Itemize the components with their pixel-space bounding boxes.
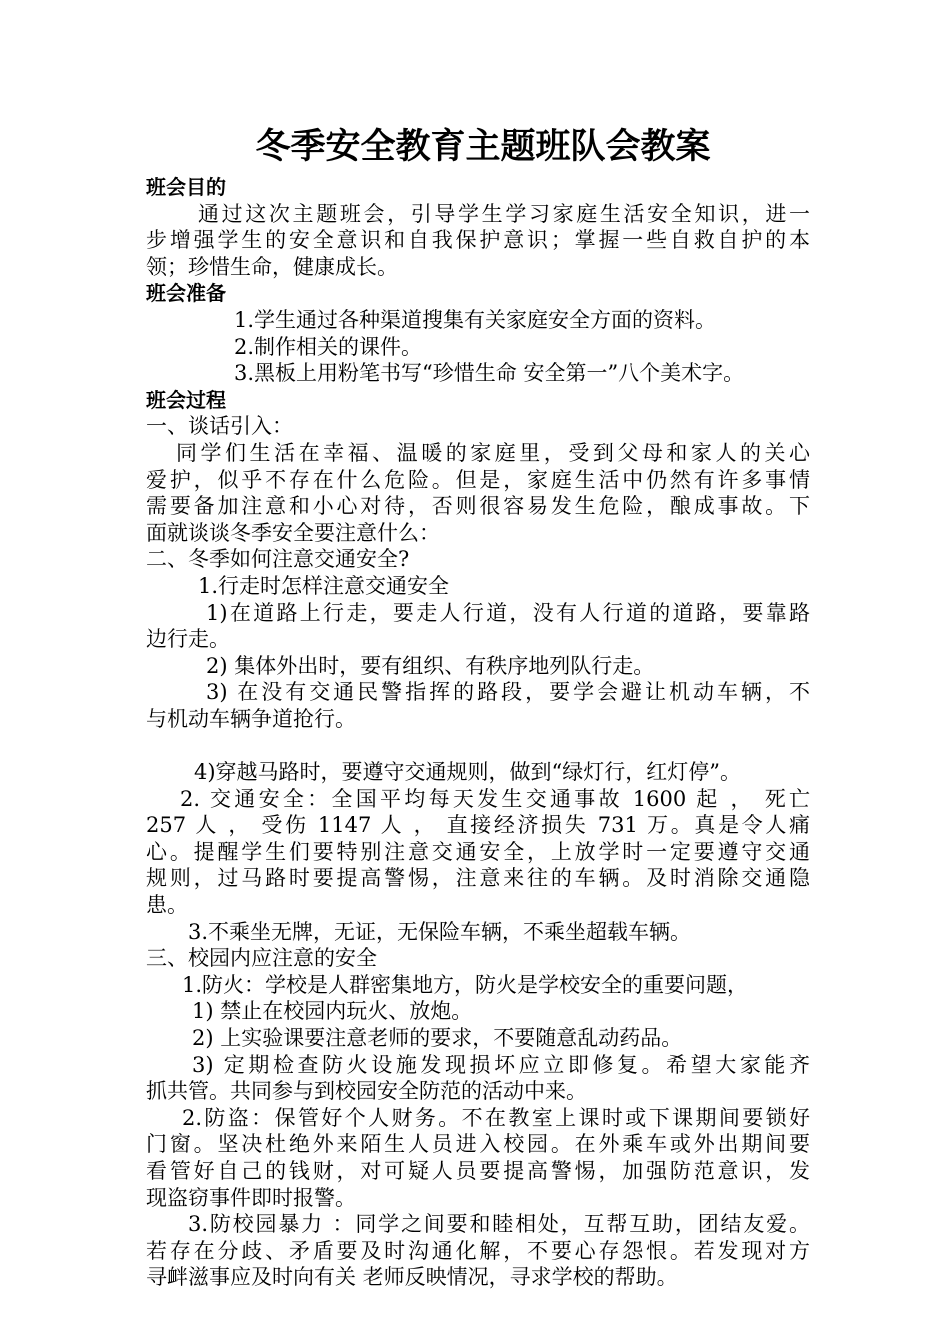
list-item: 2) 上实验课要注意老师的要求，不要随意乱动药品。 (192, 1026, 683, 1050)
list-item: 抓共管。共同参与到校园安全防范的活动中来。 (146, 1079, 587, 1104)
list-item: 3.不乘坐无牌，无证，无保险车辆，不乘坐超载车辆。 (188, 919, 692, 944)
list-item: 2) 集体外出时，要有组织、有秩序地列队行走。 (206, 653, 655, 678)
list-item: 2.制作相关的课件。 (234, 334, 423, 359)
paragraph-line: 患。 (146, 893, 188, 918)
section-heading-process: 班会过程 (146, 387, 226, 412)
blank-line (146, 732, 810, 759)
section-heading-prep: 班会准备 (146, 281, 226, 306)
list-item: 3) 定期检查防火设施发现损坏应立即修复。希望大家能齐 (192, 1052, 810, 1077)
subsection-title: 二、冬季如何注意交通安全? (146, 547, 410, 572)
subsection-title: 三、校园内应注意的安全 (146, 946, 377, 971)
paragraph-line: 面就谈谈冬季安全要注意什么： (146, 520, 440, 545)
paragraph-line: 心。提醒学生们要特别注意交通安全，上放学时一定要遵守交通 (146, 839, 810, 864)
paragraph-line: 2.防盗：保管好个人财务。不在教室上课时或下课期间要锁好 (182, 1105, 810, 1130)
list-item: 3) 在没有交通民警指挥的路段，要学会避让机动车辆，不 (206, 680, 810, 705)
list-item: 3.黑板上用粉笔书写“珍惜生命 安全第一”八个美术字。 (234, 361, 745, 386)
paragraph-line: 寻衅滋事应及时向有关 老师反映情况，寻求学校的帮助。 (146, 1265, 678, 1290)
list-item: 边行走。 (146, 627, 230, 652)
paragraph-line: 3.防校园暴力 ：同学之间要和睦相处，互帮互助，团结友爱。 (188, 1212, 810, 1237)
section-heading-purpose: 班会目的 (146, 175, 226, 199)
list-item: 1.学生通过各种渠道搜集有关家庭安全方面的资料。 (234, 307, 717, 332)
list-item: 1) 禁止在校园内玩火、放炮。 (192, 999, 473, 1024)
document-title: 冬季安全教育主题班队会教案 (255, 127, 711, 167)
list-item: 1)在道路上行走，要走人行道，没有人行道的道路，要靠路 (206, 600, 810, 625)
document-page (146, 120, 810, 1291)
list-item: 与机动车辆争道抢行。 (146, 706, 356, 731)
list-item: 4)穿越马路时，要遵守交通规则，做到“绿灯行，红灯停”。 (194, 760, 742, 785)
paragraph-line: 需要备加注意和小心对待，否则很容易发生危险，酿成事故。下 (146, 494, 810, 519)
paragraph-line: 步增强学生的安全意识和自我保护意识；掌握一些自救自护的本 (146, 228, 810, 253)
paragraph-line: 爱护，似乎不存在什么危险。但是，家庭生活中仍然有许多事情 (146, 467, 810, 492)
paragraph-line: 2. 交通安全：全国平均每天发生交通事故 1600 起 ， 死亡 (180, 786, 810, 811)
paragraph-line: 门窗。坚决杜绝外来陌生人员进入校园。在外乘车或外出期间要 (146, 1132, 810, 1157)
list-item: 1.行走时怎样注意交通安全 (198, 573, 450, 598)
paragraph-line: 同学们生活在幸福、温暖的家庭里，受到父母和家人的关心 (176, 440, 810, 465)
paragraph-line: 通过这次主题班会，引导学生学习家庭生活安全知识，进一 (198, 201, 810, 226)
paragraph-line: 现盗窃事件即时报警。 (146, 1185, 356, 1210)
paragraph-line: 若存在分歧、矛盾要及时沟通化解，不要心存怨恨。若发现对方 (146, 1238, 810, 1263)
paragraph-line: 看管好自己的钱财，对可疑人员要提高警惕，加强防范意识，发 (146, 1158, 810, 1183)
paragraph-line: 规则，过马路时要提高警惕，注意来往的车辆。及时消除交通隐 (146, 866, 810, 891)
subsection-title: 一、谈话引入： (146, 414, 293, 439)
list-item: 1.防火：学校是人群密集地方，防火是学校安全的重要问题， (182, 972, 749, 997)
paragraph-line: 257 人 ， 受伤 1147 人 ， 直接经济损失 731 万。真是令人痛 (146, 813, 810, 838)
paragraph-line: 领；珍惜生命，健康成长。 (146, 254, 398, 279)
